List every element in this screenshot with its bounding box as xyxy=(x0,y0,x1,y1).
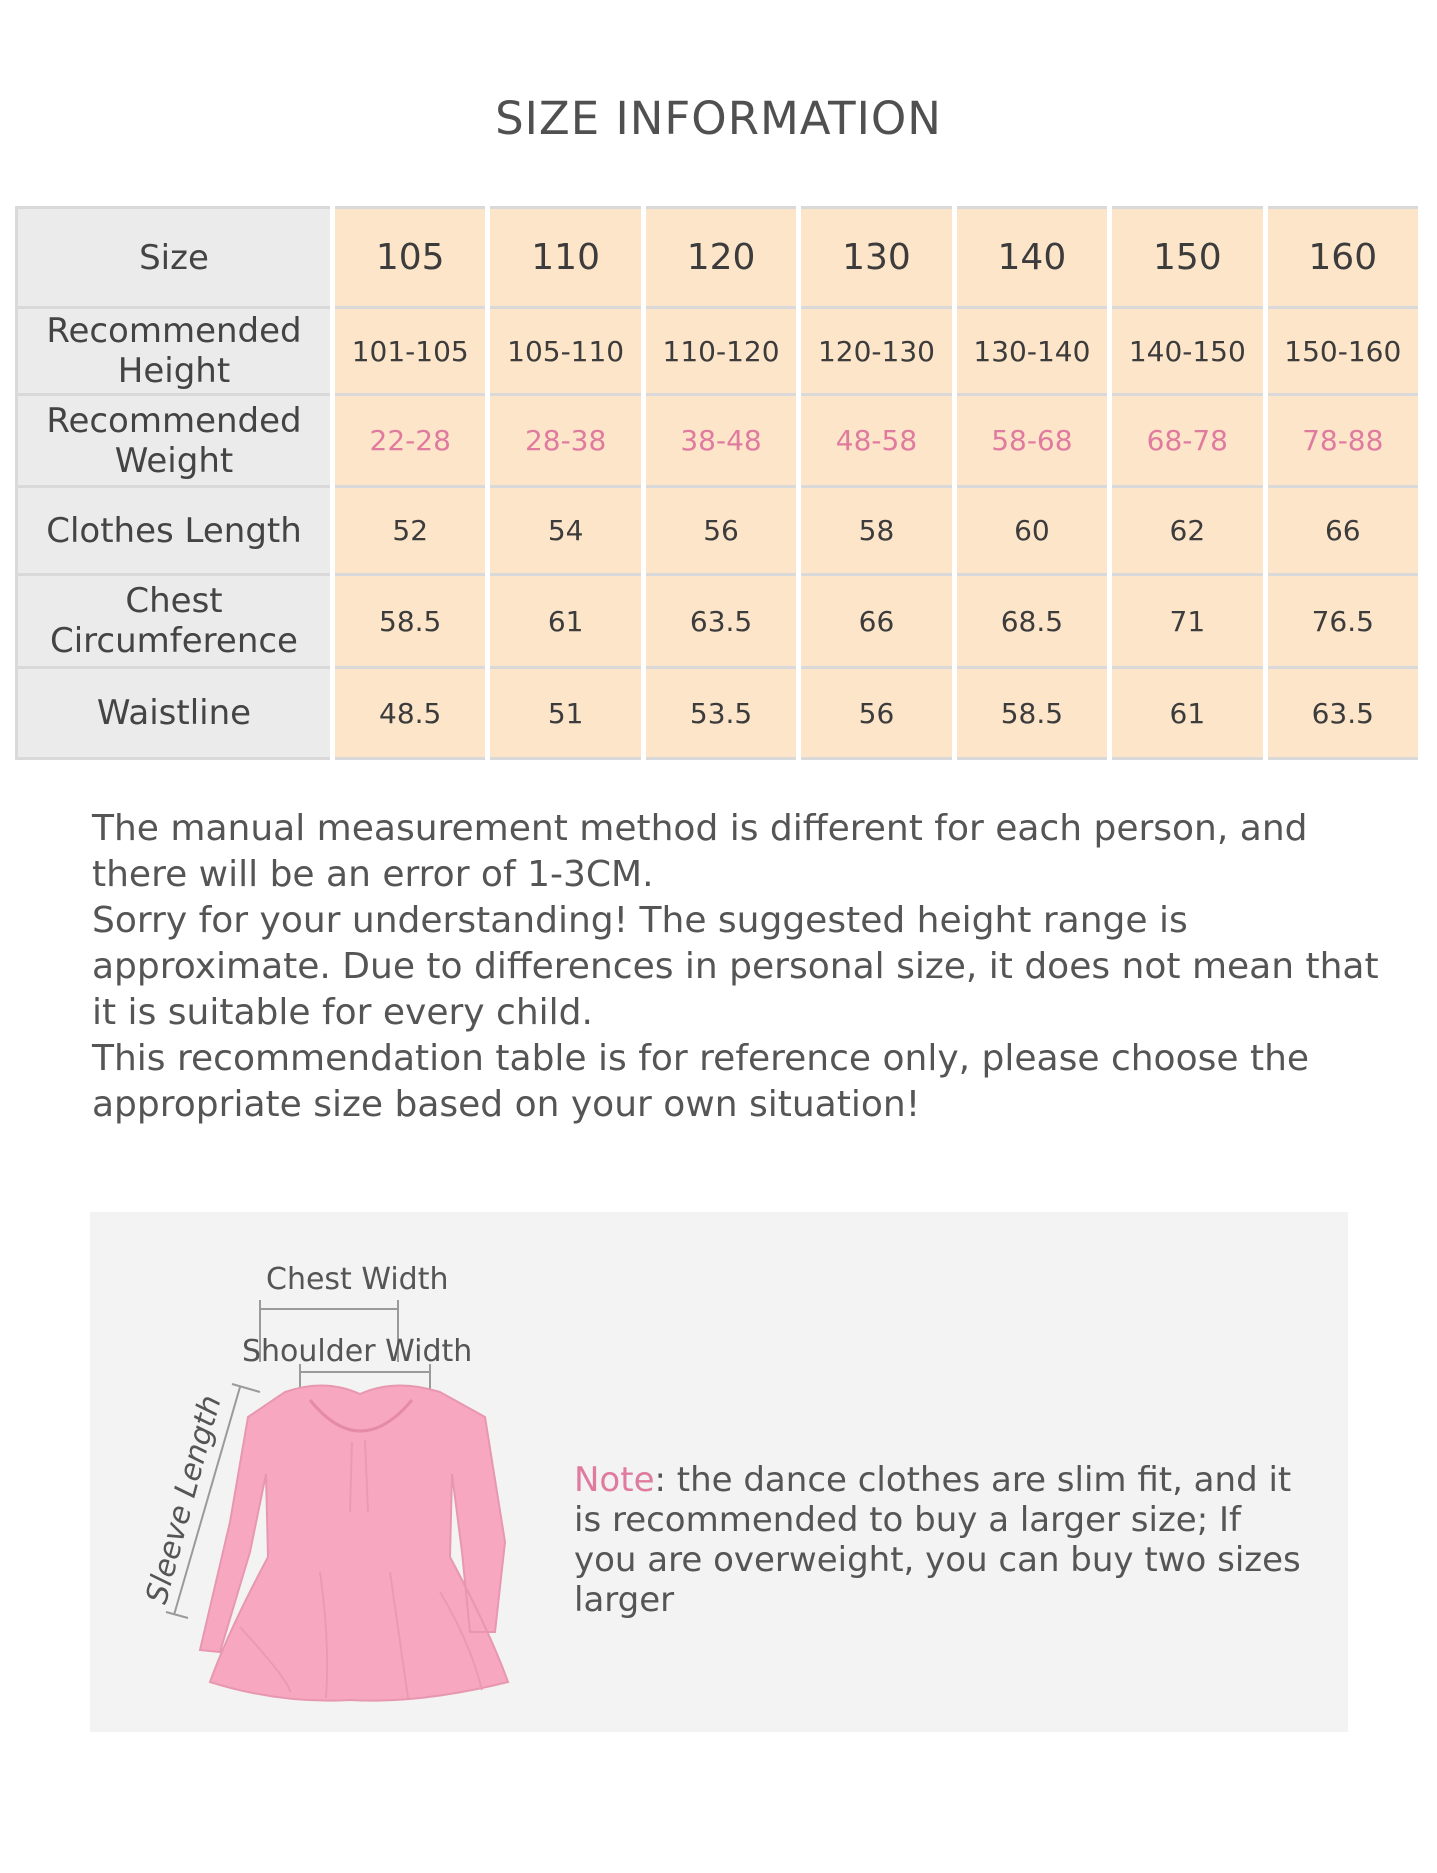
row-label-height: Recommended Height xyxy=(17,308,333,395)
table-cell: 71 xyxy=(1110,575,1265,668)
table-cell: 56 xyxy=(643,487,798,575)
table-row xyxy=(17,308,1421,395)
table-cell: 61 xyxy=(1110,668,1265,759)
table-cell: 66 xyxy=(1265,487,1420,575)
table-cell: 53.5 xyxy=(643,668,798,759)
size-header-label: Size xyxy=(17,208,333,308)
size-header-cell: 130 xyxy=(799,208,954,308)
table-cell: 68-78 xyxy=(1110,395,1265,487)
table-cell: 66 xyxy=(799,575,954,668)
table-cell: 78-88 xyxy=(1265,395,1420,487)
measurement-notes xyxy=(92,806,1392,1128)
table-cell: 28-38 xyxy=(488,395,643,487)
measurement-figure-panel xyxy=(90,1212,1348,1732)
size-header-cell: 140 xyxy=(954,208,1109,308)
size-header-cell: 120 xyxy=(643,208,798,308)
table-cell: 76.5 xyxy=(1265,575,1420,668)
table-row xyxy=(17,575,1421,668)
note-body: : the dance clothes are slim fit, and it is recommended to buy a larger size; If you are overweight, you can buy two sizes larger xyxy=(574,1460,1301,1620)
note-label: Note xyxy=(574,1460,655,1500)
size-header-cell: 110 xyxy=(488,208,643,308)
fit-note xyxy=(574,1460,1314,1620)
size-table xyxy=(15,206,1423,760)
note-paragraph: Sorry for your understanding! The suggested height range is approximate. Due to differences in personal size, it does not mean that it is suitable for every child. xyxy=(92,900,1379,1033)
row-label-clothes-length: Clothes Length xyxy=(17,487,333,575)
table-row xyxy=(17,668,1421,759)
row-label-waistline: Waistline xyxy=(17,668,333,759)
table-cell: 48.5 xyxy=(333,668,488,759)
table-row xyxy=(17,395,1421,487)
table-cell: 60 xyxy=(954,487,1109,575)
table-cell: 150-160 xyxy=(1265,308,1420,395)
table-cell: 58.5 xyxy=(333,575,488,668)
table-cell: 61 xyxy=(488,575,643,668)
table-cell: 130-140 xyxy=(954,308,1109,395)
table-cell: 63.5 xyxy=(1265,668,1420,759)
table-cell: 38-48 xyxy=(643,395,798,487)
table-cell: 58 xyxy=(799,487,954,575)
table-cell: 62 xyxy=(1110,487,1265,575)
table-cell: 56 xyxy=(799,668,954,759)
table-cell: 54 xyxy=(488,487,643,575)
table-cell: 120-130 xyxy=(799,308,954,395)
pink-dress-icon xyxy=(200,1385,508,1700)
chest-width-label: Chest Width xyxy=(266,1262,449,1297)
shoulder-width-label: Shoulder Width xyxy=(242,1334,473,1369)
table-cell: 110-120 xyxy=(643,308,798,395)
table-cell: 140-150 xyxy=(1110,308,1265,395)
table-cell: 68.5 xyxy=(954,575,1109,668)
size-header-cell: 105 xyxy=(333,208,488,308)
sleeve-length-label: Sleeve Length xyxy=(139,1391,229,1608)
note-paragraph: The manual measurement method is different for each person, and there will be an error of 1-3CM. xyxy=(92,808,1308,895)
note-paragraph: This recommendation table is for reference only, please choose the appropriate size based on your own situation! xyxy=(92,1038,1310,1125)
table-cell: 105-110 xyxy=(488,308,643,395)
row-label-chest: Chest Circumference xyxy=(17,575,333,668)
table-cell: 63.5 xyxy=(643,575,798,668)
table-row xyxy=(17,487,1421,575)
size-header-cell: 160 xyxy=(1265,208,1420,308)
table-cell: 51 xyxy=(488,668,643,759)
size-header-cell: 150 xyxy=(1110,208,1265,308)
table-cell: 58.5 xyxy=(954,668,1109,759)
table-cell: 58-68 xyxy=(954,395,1109,487)
table-cell: 22-28 xyxy=(333,395,488,487)
table-cell: 48-58 xyxy=(799,395,954,487)
page-title: SIZE INFORMATION xyxy=(495,92,942,145)
table-cell: 52 xyxy=(333,487,488,575)
table-header-row xyxy=(17,208,1421,308)
row-label-weight: Recommended Weight xyxy=(17,395,333,487)
table-cell: 101-105 xyxy=(333,308,488,395)
